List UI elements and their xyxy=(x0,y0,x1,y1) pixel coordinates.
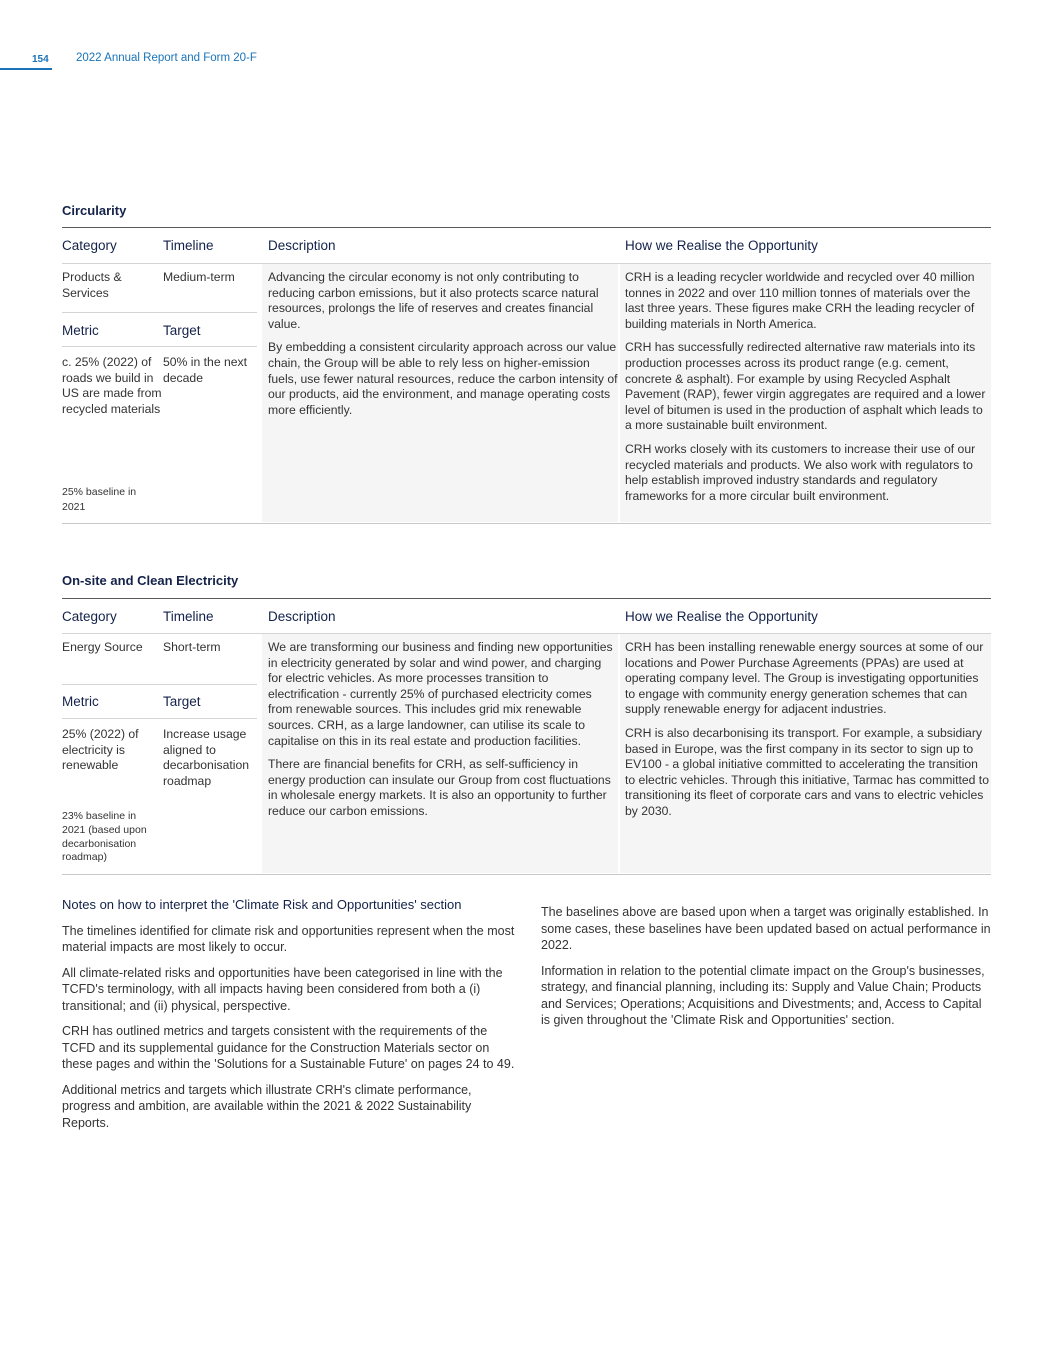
electricity-section xyxy=(62,573,991,879)
notes-title: Notes on how to interpret the 'Climate Risk and Opportunities' section xyxy=(62,897,462,912)
target-value: 50% in the next decade xyxy=(163,355,248,385)
how-paragraph: CRH works closely with its customers to increase their use of our recycled materials and products. We also work with regulators to help establish improved industry standards and regulatory frameworks for a more circular built environment. xyxy=(625,441,976,503)
metric-divider-top xyxy=(62,684,257,685)
baseline-note: 25% baseline in 2021 xyxy=(62,486,137,513)
category-header: Category xyxy=(62,238,117,253)
notes-right-column xyxy=(541,904,991,1038)
how-paragraph: CRH is also decarbonising its transport. For example, a subsidiary based in Europe, was the first company in its sector to sign up to EV100 - a global initiative committed to accelerating the transition to electric vehicles. Through this initiative, Tarmac has committed to transitioning its fleet of corporate cars and vans to electric vehicles by 2030. xyxy=(625,725,989,818)
how-text xyxy=(625,270,991,512)
baseline-note: 23% baseline in 2021 (based upon decarbonisation roadmap) xyxy=(62,810,147,864)
notes-paragraph: CRH has outlined metrics and targets consistent with the requirements of the TCFD and its supplemental guidance for the Construction Materials sector on these pages and within the 'Solutions for a Sustainable Future' on pages 24 to 49. xyxy=(62,1024,515,1071)
how-text xyxy=(625,640,991,828)
circularity-bottom-rule xyxy=(62,523,991,524)
description-paragraph: We are transforming our business and finding new opportunities in electricity generated by solar and wind power, and charging for electric vehicles. As more processes transition to electrification - currently 25% of purchased electricity comes from renewable sources. This includes grid mix renewable sources. CRH, as a large landowner, can utilise its scale to capitalise on this in its real estate and production facilities. xyxy=(268,640,613,748)
metric-divider-top xyxy=(62,312,257,313)
description-paragraph: Advancing the circular economy is not only contributing to reducing carbon emissions, but it also protects scarce natural resources, prolongs the life of reserves and creates financial value. xyxy=(268,270,599,331)
electricity-bottom-rule xyxy=(62,874,991,875)
electricity-top-rule xyxy=(62,598,991,599)
page-number: 154 xyxy=(32,54,49,65)
category-header: Category xyxy=(62,609,117,624)
notes-paragraph: All climate-related risks and opportunities have been categorised in line with the TCFD's terminology, with all impacts having been considered from both a (i) transitional; and (ii) physical, perspective. xyxy=(62,965,503,1013)
timeline-header: Timeline xyxy=(163,609,214,624)
timeline-header: Timeline xyxy=(163,238,214,253)
description-paragraph: There are financial benefits for CRH, as self-sufficiency in energy production can insulate our Group from cost fluctuations in wholesale energy markets. It is also an opportunity to further reduce our carbon emissions. xyxy=(268,757,611,818)
metric-header: Metric xyxy=(62,694,99,709)
report-title: 2022 Annual Report and Form 20-F xyxy=(76,52,257,64)
metric-value: c. 25% (2022) of roads we build in US are made from recycled materials xyxy=(62,355,162,416)
category-value: Products & Services xyxy=(62,270,122,300)
description-paragraph: By embedding a consistent circularity approach across our value chain, the Group will be able to rely less on higher-emission fuels, use fewer natural resources, reduce the carbon intensity of our products, aid the environment, and manage operating costs more efficiently. xyxy=(268,340,618,417)
metric-header: Metric xyxy=(62,323,99,338)
target-value: Increase usage aligned to decarbonisation roadmap xyxy=(163,727,250,788)
timeline-value: Medium-term xyxy=(163,270,235,284)
notes-paragraph: The timelines identified for climate risk and opportunities represent when the most material impacts are most likely to occur. xyxy=(62,923,515,954)
notes-left-column xyxy=(62,897,517,1140)
how-header: How we Realise the Opportunity xyxy=(625,238,818,253)
circularity-top-rule xyxy=(62,227,991,228)
notes-paragraph: Information in relation to the potential climate impact on the Group's businesses, strategy, and financial planning, including its: Supply and Value Chain; Products and Services; Operations; Acquisitions and Divestments; and, Access to Capital is given throughout the 'Climate Risk and Opportunities' section. xyxy=(541,963,985,1027)
description-text xyxy=(268,270,618,426)
target-header: Target xyxy=(163,323,201,338)
notes-paragraph: Additional metrics and targets which illustrate CRH's climate performance, progress and ambition, are available within the 2021 & 2022 Sustainability Reports. xyxy=(62,1082,472,1130)
circularity-section xyxy=(62,203,991,528)
electricity-title: On-site and Clean Electricity xyxy=(62,573,239,588)
page-number-underline xyxy=(0,68,52,70)
timeline-value: Short-term xyxy=(163,640,221,654)
target-header: Target xyxy=(163,694,201,709)
notes-paragraph: The baselines above are based upon when a target was originally established. In some cases, these baselines have been updated based on actual performance in 2022. xyxy=(541,905,991,952)
metric-divider-bottom xyxy=(62,718,257,719)
page-header xyxy=(0,0,1053,80)
metric-divider-bottom xyxy=(62,346,257,347)
how-paragraph: CRH has successfully redirected alternative raw materials into its production processes across its product range (e.g. cement, concrete & asphalt). For example by using Recycled Asphalt Pavement (RAP), fewer virgin aggregates are required and a lower level of bitumen is used in the production of asphalt which leads to a more sustainable built environment. xyxy=(625,340,986,433)
circularity-title: Circularity xyxy=(62,203,127,218)
description-text xyxy=(268,640,618,828)
description-header: Description xyxy=(268,238,336,253)
how-paragraph: CRH is a leading recycler worldwide and recycled over 40 million tonnes in 2022 and over 110 million tonnes of materials over the last three years. These figures make CRH the leading recycler of building materials in North America. xyxy=(625,270,975,331)
description-header: Description xyxy=(268,609,336,624)
category-value: Energy Source xyxy=(62,640,143,654)
how-header: How we Realise the Opportunity xyxy=(625,609,818,624)
how-paragraph: CRH has been installing renewable energy sources at some of our locations and Power Purchase Agreements (PPAs) are used at operating company level. The Group is investigating opportunities to engage with community energy generation schemes that can supply renewable energy for adjacent industries. xyxy=(625,640,984,717)
metric-value: 25% (2022) of electricity is renewable xyxy=(62,727,139,773)
